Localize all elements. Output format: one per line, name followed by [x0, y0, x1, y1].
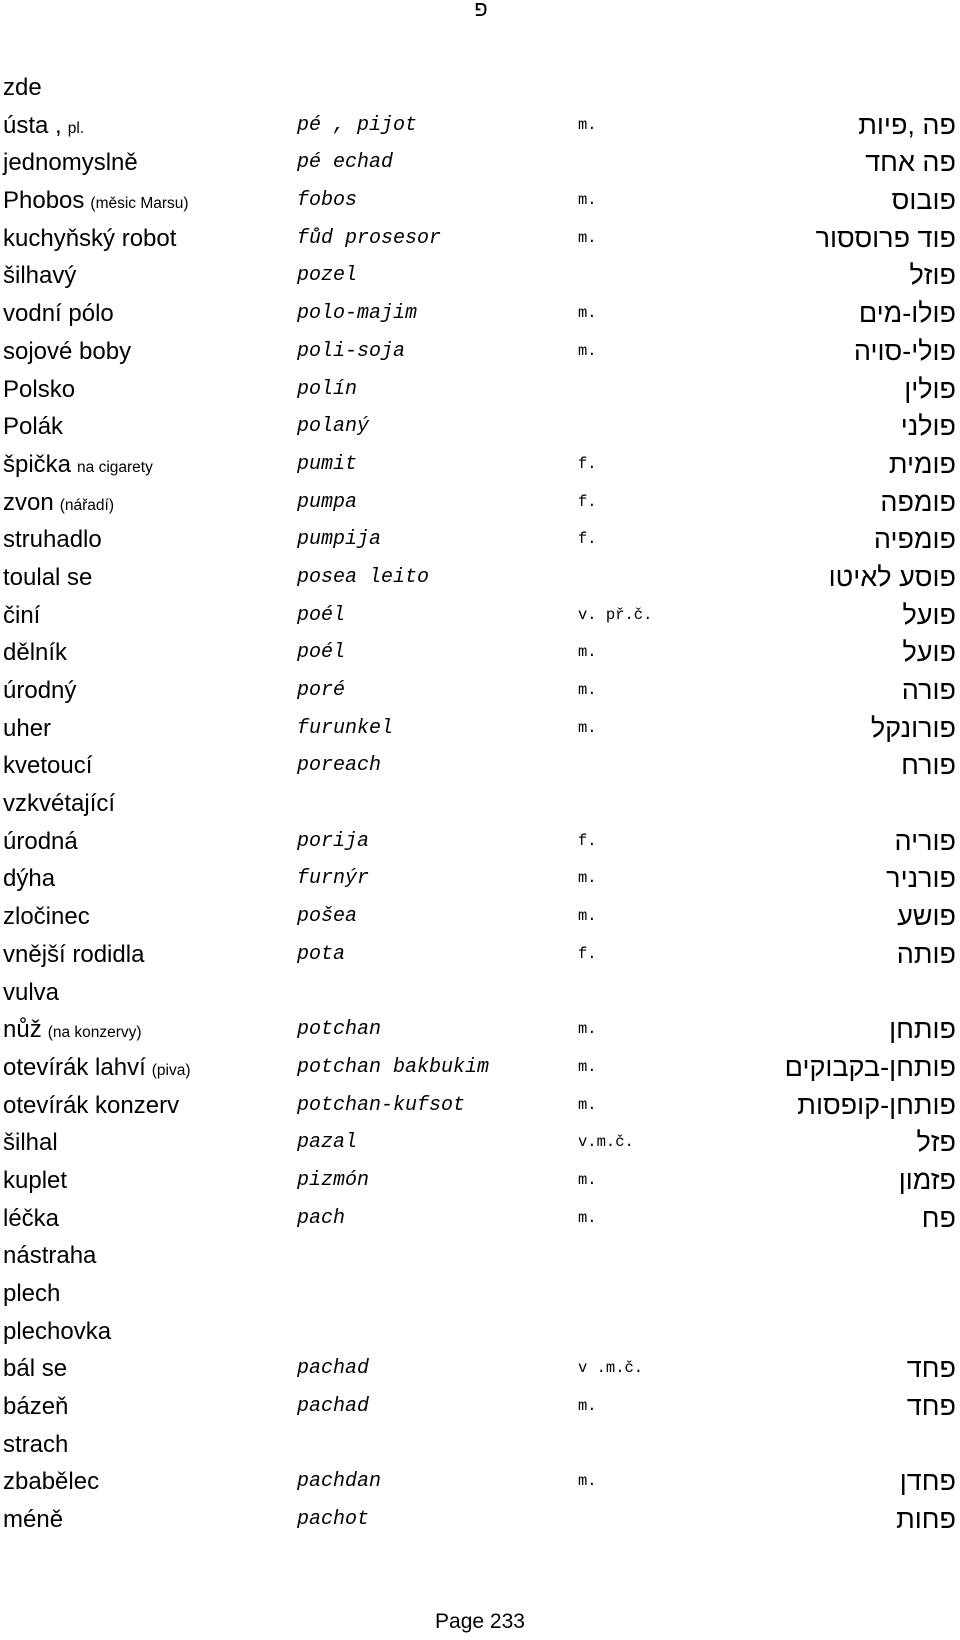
transliteration: pota [297, 942, 346, 966]
czech-term [3, 974, 59, 1012]
czech-term [3, 446, 153, 487]
czech-word: kvetoucí [3, 752, 93, 780]
grammar-tag: m. [578, 1208, 597, 1227]
czech-word: nástraha [3, 1242, 97, 1270]
dictionary-entry-row [0, 1124, 960, 1162]
dictionary-entry-row [0, 446, 960, 484]
dictionary-entry-row [0, 634, 960, 672]
czech-term [3, 521, 102, 559]
czech-term [3, 823, 78, 861]
dictionary-entry-row [0, 1200, 960, 1238]
czech-word: bázeň [3, 1393, 69, 1421]
hebrew-term: פומפיה [873, 524, 956, 555]
czech-term [3, 1049, 191, 1090]
dictionary-entry-row [0, 1275, 960, 1313]
hebrew-term: פחד [906, 1353, 956, 1384]
czech-term [3, 1388, 68, 1426]
hebrew-term: פחות [896, 1504, 956, 1535]
transliteration: potchan [297, 1018, 382, 1042]
transliteration: pé , pijot [297, 113, 418, 137]
transliteration: fůd prosesor [297, 226, 442, 250]
czech-term [3, 785, 115, 823]
czech-word: léčka [3, 1204, 60, 1232]
grammar-tag: m. [578, 907, 597, 926]
dictionary-entry-row [0, 1426, 960, 1464]
czech-term [3, 710, 51, 748]
czech-term [3, 1087, 179, 1125]
czech-word: vulva [3, 978, 60, 1006]
czech-word: jednomyslně [3, 149, 138, 177]
dictionary-entry-row [0, 597, 960, 635]
czech-term [3, 597, 40, 635]
page-number: Page 233 [435, 1610, 525, 1633]
grammar-tag: v .m.č. [578, 1359, 644, 1378]
czech-term [3, 634, 67, 672]
czech-word: vodní pólo [3, 300, 114, 328]
grammar-tag: m. [578, 191, 597, 210]
grammar-tag: f. [578, 530, 597, 549]
transliteration: pach [297, 1206, 346, 1230]
czech-note: (nářadí) [59, 496, 114, 514]
czech-term [3, 1275, 60, 1313]
grammar-tag: m. [578, 304, 597, 323]
hebrew-term: פוריה [894, 825, 956, 856]
hebrew-term: פה ,פיות [858, 109, 956, 140]
dictionary-entry-row [0, 408, 960, 446]
czech-term [3, 371, 75, 409]
transliteration: posea leito [297, 565, 430, 589]
czech-word: zbabělec [3, 1468, 100, 1496]
czech-term [3, 182, 189, 223]
czech-term [3, 333, 131, 371]
czech-term [3, 107, 84, 148]
transliteration: pumpija [297, 528, 382, 552]
czech-word: struhadlo [3, 526, 102, 554]
czech-note: na cigarety [77, 458, 153, 476]
hebrew-term: פותחן-קופסות [797, 1089, 956, 1120]
czech-word: otevírák konzerv [3, 1091, 180, 1119]
hebrew-term: פולני [900, 411, 956, 442]
transliteration: furnýr [297, 867, 370, 891]
dictionary-entry-row [0, 1388, 960, 1426]
czech-word: plech [3, 1280, 61, 1307]
hebrew-term: פורניר [886, 863, 956, 894]
dictionary-entry-row [0, 860, 960, 898]
czech-word: plechovka [3, 1317, 112, 1345]
transliteration: porija [297, 829, 370, 853]
czech-term [3, 898, 90, 936]
transliteration: pé echad [297, 151, 394, 175]
dictionary-entry-row [0, 1011, 960, 1049]
dictionary-entry-row [0, 521, 960, 559]
czech-word: úrodný [3, 677, 77, 704]
dictionary-entries [0, 69, 960, 1539]
transliteration: furunkel [297, 716, 394, 740]
dictionary-entry-row [0, 484, 960, 522]
grammar-tag: m. [578, 681, 597, 699]
grammar-tag: m. [578, 228, 597, 247]
czech-term [3, 672, 76, 710]
czech-word: nůž [3, 1016, 42, 1044]
czech-word: kuplet [3, 1166, 68, 1194]
czech-word: kuchyňský robot [3, 224, 177, 252]
grammar-tag: f. [578, 944, 597, 963]
transliteration: pachdan [297, 1470, 382, 1494]
czech-word: méně [3, 1506, 64, 1534]
czech-word: otevírák lahví [3, 1053, 146, 1081]
hebrew-term: פותחן [889, 1014, 956, 1045]
czech-term [3, 1162, 67, 1200]
grammar-tag: m. [578, 1472, 597, 1491]
grammar-tag: m. [578, 1397, 597, 1416]
grammar-tag: f. [578, 492, 597, 511]
dictionary-entry-row [0, 747, 960, 785]
czech-word: toulal se [3, 563, 93, 591]
czech-term [3, 295, 114, 333]
czech-word: vzkvétající [3, 790, 116, 818]
czech-term [3, 1426, 68, 1464]
hebrew-term: פומית [888, 448, 956, 479]
czech-word: zločinec [3, 903, 90, 931]
grammar-tag: m. [578, 718, 597, 737]
dictionary-entry-row [0, 936, 960, 974]
transliteration: poél [297, 603, 346, 627]
hebrew-term: פוסע לאיטו [828, 561, 956, 592]
czech-word: dýha [3, 865, 56, 893]
dictionary-entry-row [0, 974, 960, 1012]
grammar-tag: v. př.č. [578, 605, 653, 624]
transliteration: pozel [297, 264, 358, 288]
transliteration: polín [297, 377, 358, 401]
dictionary-entry-row [0, 1350, 960, 1388]
transliteration: pachad [297, 1395, 370, 1419]
czech-word: šilhavý [3, 262, 77, 290]
czech-word: strach [3, 1430, 69, 1458]
hebrew-term: פורונקל [870, 712, 956, 743]
dictionary-entry-row [0, 144, 960, 182]
czech-term [3, 1124, 58, 1162]
transliteration: fobos [297, 189, 358, 213]
hebrew-term: פומפה [880, 486, 956, 517]
dictionary-entry-row [0, 371, 960, 409]
transliteration: potchan bakbukim [297, 1055, 490, 1079]
dictionary-entry-row [0, 1049, 960, 1087]
dictionary-entry-row [0, 69, 960, 107]
hebrew-term: פורה [901, 675, 956, 705]
hebrew-term: פחד [906, 1391, 956, 1422]
czech-word: zde [3, 74, 42, 101]
czech-term [3, 69, 42, 107]
czech-word: sojové boby [3, 337, 132, 365]
grammar-tag: f. [578, 454, 597, 473]
czech-word: zvon [3, 488, 54, 516]
czech-term [3, 144, 138, 182]
grammar-tag: m. [578, 115, 597, 134]
dictionary-entry-row [0, 823, 960, 861]
hebrew-term: פה אחד [865, 147, 956, 178]
grammar-tag: m. [578, 1170, 597, 1189]
czech-term [3, 1313, 111, 1351]
czech-term [3, 1350, 67, 1388]
czech-word: úrodná [3, 827, 78, 855]
grammar-tag: f. [578, 831, 597, 850]
hebrew-term: פורח [901, 750, 956, 781]
czech-term [3, 1200, 59, 1238]
czech-term [3, 1011, 142, 1052]
dictionary-entry-row [0, 1237, 960, 1275]
czech-term [3, 257, 76, 295]
hebrew-term: פולו-מים [858, 298, 956, 329]
czech-word: činí [3, 601, 41, 629]
czech-word: bál se [3, 1355, 68, 1383]
transliteration: potchan-kufsot [297, 1093, 466, 1117]
czech-note: pl. [67, 119, 85, 137]
transliteration: pošea [297, 905, 358, 929]
dictionary-entry-row [0, 785, 960, 823]
transliteration: pumit [297, 452, 358, 476]
hebrew-term: פח [921, 1202, 956, 1233]
hebrew-term: פותה [896, 938, 956, 969]
dictionary-entry-row [0, 220, 960, 258]
czech-word: vnější rodidla [3, 940, 145, 968]
transliteration: pachad [297, 1357, 370, 1381]
transliteration: poré [297, 679, 346, 702]
grammar-tag: m. [578, 1020, 597, 1039]
dictionary-entry-row [0, 1087, 960, 1125]
czech-term [3, 747, 92, 785]
transliteration: polo-majim [297, 302, 418, 326]
grammar-tag: m. [578, 1057, 597, 1076]
hebrew-term: פזל [916, 1127, 956, 1158]
czech-word: uher [3, 714, 52, 742]
dictionary-entry-row [0, 1501, 960, 1539]
transliteration: polaný [297, 415, 370, 439]
czech-term [3, 936, 144, 974]
transliteration: pachot [297, 1508, 370, 1532]
grammar-tag: m. [578, 341, 597, 360]
czech-word: Polsko [3, 375, 76, 403]
czech-note: (na konzervy) [47, 1024, 142, 1042]
czech-term [3, 860, 55, 898]
dictionary-entry-row [0, 295, 960, 333]
czech-term [3, 1501, 63, 1539]
page-section-letter: פ [474, 0, 488, 21]
czech-term [3, 1237, 96, 1275]
hebrew-term: פולין [904, 373, 956, 404]
dictionary-entry-row [0, 559, 960, 597]
hebrew-term: פחדן [899, 1466, 956, 1497]
grammar-tag: m. [578, 643, 597, 662]
czech-term [3, 484, 114, 525]
grammar-tag: v.m.č. [578, 1133, 634, 1152]
czech-word: ústa , [3, 111, 62, 139]
hebrew-term: פובוס [891, 185, 956, 216]
grammar-tag: m. [578, 1095, 597, 1114]
dictionary-entry-row [0, 182, 960, 220]
hebrew-term: פזמון [898, 1164, 956, 1195]
czech-term [3, 559, 92, 597]
hebrew-term: פועל [902, 599, 956, 630]
dictionary-entry-row [0, 257, 960, 295]
dictionary-entry-row [0, 710, 960, 748]
hebrew-term: פושע [897, 901, 956, 932]
transliteration: pazal [297, 1131, 358, 1155]
hebrew-term: פולי-סויה [853, 335, 956, 366]
hebrew-term: פותחן-בקבוקים [784, 1051, 956, 1082]
czech-word: šilhal [3, 1129, 58, 1157]
dictionary-entry-row [0, 672, 960, 710]
czech-term [3, 408, 63, 446]
transliteration: poli-soja [297, 339, 406, 363]
dictionary-entry-row [0, 333, 960, 371]
dictionary-entry-row [0, 1463, 960, 1501]
czech-word: špička [3, 450, 72, 478]
transliteration: poreach [297, 754, 382, 778]
hebrew-term: פוד פרוססור [815, 222, 956, 253]
czech-note: (piva) [151, 1061, 191, 1079]
dictionary-entry-row [0, 1313, 960, 1351]
dictionary-entry-row [0, 107, 960, 145]
czech-word: Phobos [3, 187, 85, 215]
hebrew-term: פוזל [909, 260, 956, 291]
czech-word: Polák [3, 413, 64, 441]
transliteration: pizmón [297, 1168, 370, 1192]
transliteration: poél [297, 641, 346, 665]
dictionary-entry-row [0, 1162, 960, 1200]
transliteration: pumpa [297, 490, 358, 514]
hebrew-term: פועל [902, 637, 956, 668]
czech-term [3, 220, 176, 258]
czech-note: (měsic Marsu) [90, 195, 189, 213]
grammar-tag: m. [578, 869, 597, 888]
czech-word: dělník [3, 639, 68, 667]
dictionary-entry-row [0, 898, 960, 936]
czech-term [3, 1463, 99, 1501]
